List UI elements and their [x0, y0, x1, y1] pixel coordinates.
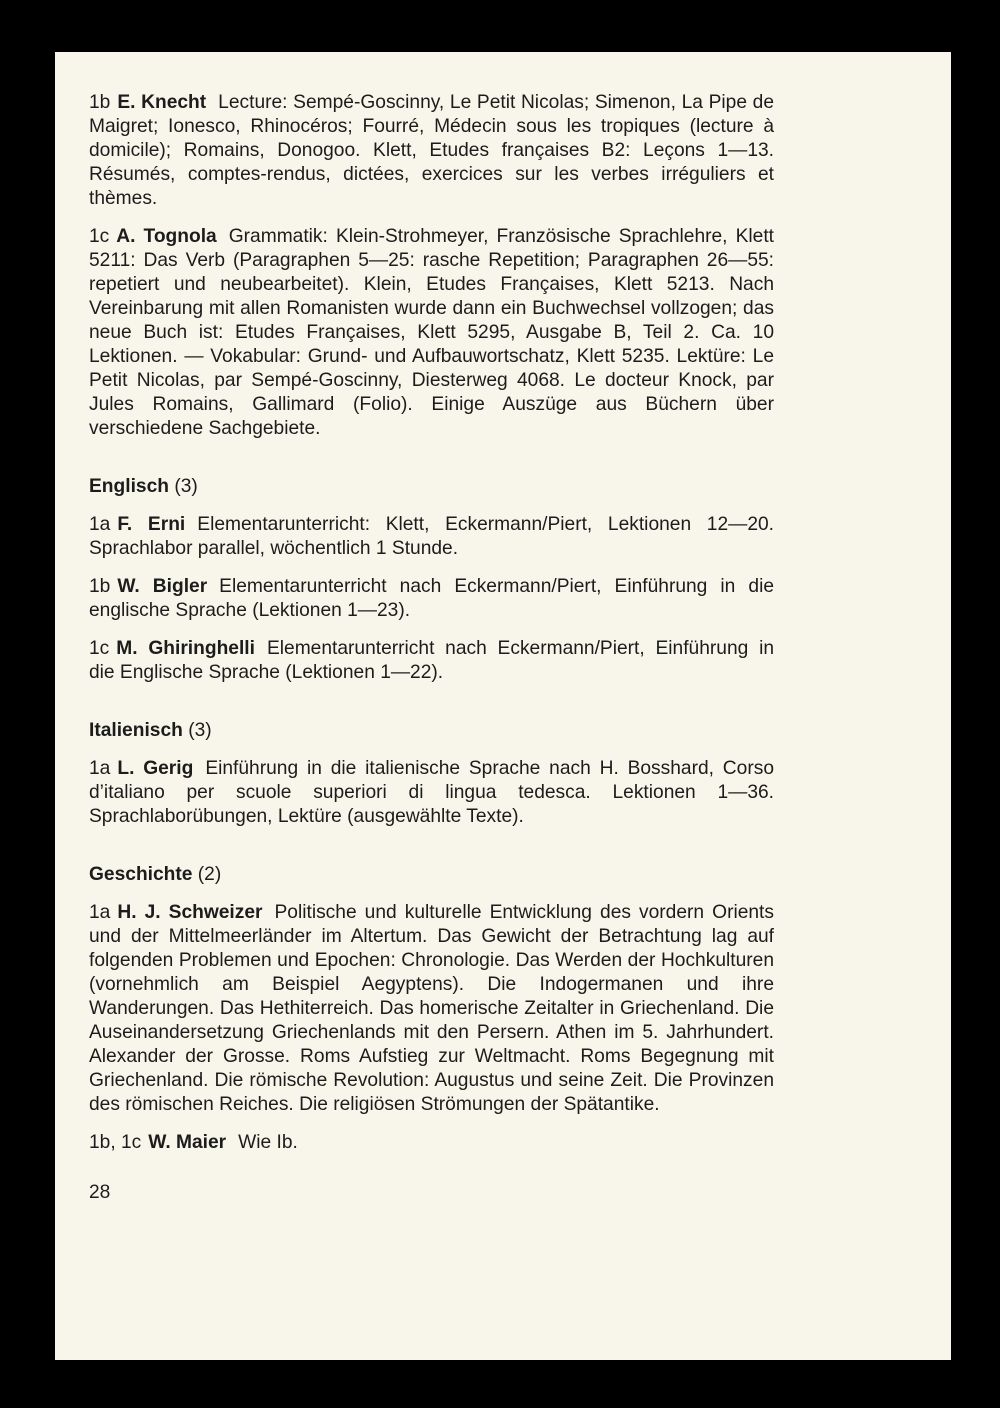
class-label: 1b, 1c — [89, 1132, 142, 1153]
section-title: Englisch — [89, 476, 169, 497]
teacher-name: E. Knecht — [117, 92, 207, 113]
course-description: Politische und kulturelle Entwicklung des vordern Orients und der Mittelmeerländer im Altertum. Das Gewicht der Betrachtung lag auf folgenden Problemen und Epochen: Chronologie. Das Werden der Hochkulturen (vornehmlich am Beispiel Aegyptens). Die Indogermanen und ihre Wanderungen. Das Hethiterreich. Das homerische Zeitalter in Griechenland. Die Auseinandersetzung Griechenlands mit den Persern. Athen im 5. Jahrhundert. Alexander der Grosse. Roms Aufstieg zur Weltmacht. Roms Begegnung mit Griechenland. Die römische Revolution: Augustus und seine Zeit. Die Provinzen des römischen Reiches. Die religiösen Strömungen der Spätantike. — [89, 902, 774, 1115]
course-entry — [89, 225, 774, 441]
page-content — [89, 91, 774, 1205]
course-entry — [89, 757, 774, 829]
course-entry — [89, 637, 774, 685]
course-entry — [89, 91, 774, 211]
course-description: Lecture: Sempé-Goscinny, Le Petit Nicolas; Simenon, La Pipe de Maigret; Ionesco, Rhinocéros; Fourré, Médecin sous les tropiques (lecture à domicile); Romains, Donogoo. Klett, Etudes françaises B2: Leçons 1—13. Résumés, comptes-rendus, dictées, exercices sur les verbes irréguliers et thèmes. — [89, 92, 774, 209]
course-description: Wie Ib. — [238, 1132, 298, 1153]
section-heading-history — [89, 863, 774, 887]
teacher-name: W. Maier — [148, 1132, 227, 1153]
class-label: 1a — [89, 902, 111, 923]
course-entry — [89, 1131, 774, 1155]
section-title: Geschichte — [89, 864, 193, 885]
course-description: Elementarunterricht nach Eckermann/Piert, Einführung in die Englische Sprache (Lektionen 1—22). — [89, 638, 775, 683]
class-label: 1a — [89, 758, 111, 779]
course-entry — [89, 513, 774, 561]
class-label: 1b — [89, 92, 111, 113]
section-hours: (3) — [188, 720, 212, 741]
course-description: Elementarunterricht nach Eckermann/Piert, Einführung in die englische Sprache (Lektionen 1—23). — [89, 576, 775, 621]
teacher-name: A. Tognola — [116, 226, 217, 247]
section-heading-italian — [89, 719, 774, 743]
course-description: Elementarunterricht: Klett, Eckermann/Piert, Lektionen 12—20. Sprachlabor parallel, wöchentlich 1 Stunde. — [89, 514, 775, 559]
teacher-name: L. Gerig — [117, 758, 194, 779]
section-hours: (3) — [174, 476, 198, 497]
course-description: Einführung in die italienische Sprache nach H. Bosshard, Corso d’italiano per scuole superiori di lingua tedesca. Lektionen 1—36. Sprachlaborübungen, Lektüre (ausgewählte Texte). — [89, 758, 774, 827]
class-label: 1b — [89, 576, 111, 597]
class-label: 1c — [89, 226, 110, 247]
course-description: Grammatik: Klein-Strohmeyer, Französische Sprachlehre, Klett 5211: Das Verb (Paragraphen 5—25: rasche Repetition; Paragraphen 26—55: repetiert und neubearbeitet). Klein, Etudes Françaises, Klett 5213. Nach Vereinbarung mit allen Romanisten wurde dann ein Buchwechsel vollzogen; das neue Buch ist: Etudes Françaises, Klett 5295, Ausgabe B, Teil 2. Ca. 10 Lektionen. — Vokabular: Grund- und Aufbauwortschatz, Klett 5235. Lektüre: Le Petit Nicolas, par Sempé-Goscinny, Diesterweg 4068. Le docteur Knock, par Jules Romains, Gallimard (Folio). Einige Auszüge aus Büchern über verschiedene Sachgebiete. — [89, 226, 774, 439]
teacher-name: W. Bigler — [117, 576, 208, 597]
course-entry — [89, 901, 774, 1117]
course-entry — [89, 575, 774, 623]
page-number: 28 — [89, 1182, 111, 1203]
section-title: Italienisch — [89, 720, 183, 741]
section-heading-english — [89, 475, 774, 499]
class-label: 1c — [89, 638, 110, 659]
class-label: 1a — [89, 514, 111, 535]
section-hours: (2) — [197, 864, 222, 885]
teacher-name: F. Erni — [117, 514, 186, 535]
teacher-name: M. Ghiringhelli — [116, 638, 255, 659]
teacher-name: H. J. Schweizer — [117, 902, 263, 923]
